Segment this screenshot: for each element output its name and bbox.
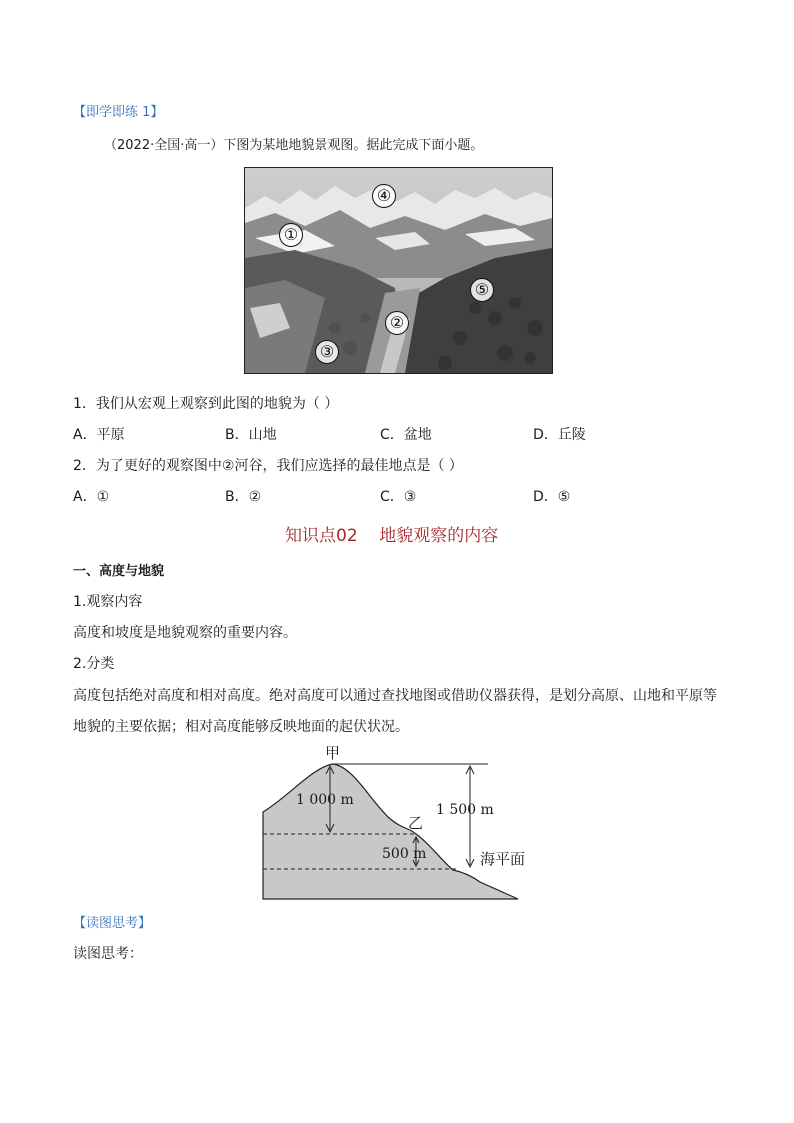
practice-header: 【即学即练 1】	[73, 105, 164, 120]
landscape-photo	[244, 167, 553, 374]
item-1-text: 高度和坡度是地貌观察的重要内容。	[73, 625, 297, 641]
item-2-text-line2: 地貌的主要依据；相对高度能够反映地面的起伏状况。	[73, 719, 409, 735]
altitude-diagram	[258, 742, 548, 904]
marker-3: ③	[315, 340, 339, 364]
marker-1: ①	[279, 223, 303, 247]
item-1-title: 1.观察内容	[73, 594, 143, 610]
point-jia-label: 甲	[325, 744, 341, 762]
question-1-option-c[interactable]: C．盆地	[380, 427, 432, 443]
question-2-option-a[interactable]: A．①	[73, 489, 110, 505]
marker-2: ②	[385, 311, 409, 335]
question-1-stem: 1．我们从宏观上观察到此图的地貌为（ ）	[73, 396, 339, 412]
question-2-stem: 2．为了更好的观察图中②河谷，我们应选择的最佳地点是（ ）	[73, 458, 463, 474]
mountain-landscape-image	[245, 168, 552, 373]
label-1000m: 1 000 m	[296, 792, 354, 808]
item-2-title: 2.分类	[73, 656, 115, 672]
question-1-option-d[interactable]: D．丘陵	[533, 427, 586, 443]
question-2-option-c[interactable]: C．③	[380, 489, 417, 505]
question-1-option-b[interactable]: B．山地	[225, 427, 277, 443]
subsection-height-landform: 一、高度与地貌	[73, 564, 165, 579]
item-2-text-line1: 高度包括绝对高度和相对高度。绝对高度可以通过查找地图或借助仪器获得，是划分高原、山地和平原等	[73, 688, 717, 704]
question-2-option-d[interactable]: D．⑤	[533, 489, 571, 505]
section-title: 知识点02 地貌观察的内容	[285, 526, 499, 546]
label-sea-level: 海平面	[480, 850, 526, 868]
question-1-option-a[interactable]: A．平原	[73, 427, 125, 443]
label-1500m: 1 500 m	[436, 802, 494, 818]
label-500m: 500 m	[382, 846, 427, 862]
reading-text: 读图思考：	[73, 946, 143, 962]
altitude-diagram-svg	[258, 742, 548, 904]
marker-5: ⑤	[470, 278, 494, 302]
question-2-option-b[interactable]: B．②	[225, 489, 262, 505]
point-yi-label: 乙	[408, 814, 424, 832]
reading-header: 【读图思考】	[73, 916, 152, 931]
question-intro: （2022·全国·高一）下图为某地地貌景观图。据此完成下面小题。	[104, 138, 484, 153]
marker-4: ④	[372, 184, 396, 208]
